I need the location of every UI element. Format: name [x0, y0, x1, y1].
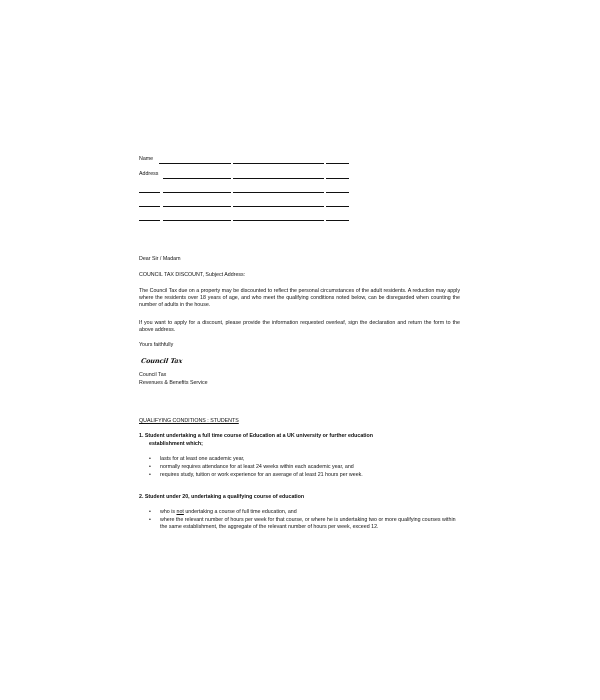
address-line-2b — [163, 192, 231, 193]
address-line-1c — [326, 178, 349, 179]
subject-line: COUNCIL TAX DISCOUNT, Subject Address: — [139, 272, 246, 278]
address-line-1b — [233, 178, 324, 179]
address-line-2a — [139, 192, 160, 193]
bullet-text: requires study, tuition or work experience for an average of at least 21 hours per week. — [160, 472, 363, 478]
address-label: Address — [139, 171, 159, 178]
address-line-3c — [233, 206, 324, 207]
sender-line-2: Revenues & Benefits Service — [139, 380, 208, 386]
bullet-text-post: undertaking a course of full time education, and — [183, 509, 297, 515]
bullet-text: where the relevant number of hours per week for that course, or where he is undertaking two or more qualifying courses within the same establishment, the aggregate of the relevant number of hours per week, exceed 12. — [160, 517, 456, 530]
address-line-1a — [163, 178, 231, 179]
condition-1-line-1: 1. Student undertaking a full time course of Education at a UK university or further education — [139, 433, 373, 439]
name-label: Name — [139, 156, 154, 163]
address-line-4c — [233, 220, 324, 221]
name-line-1 — [159, 163, 231, 164]
address-line-4d — [326, 220, 349, 221]
paragraph-1: The Council Tax due on a property may be discounted to reflect the personal circumstances of the adult residents. A reduction may apply where the residents over 18 years of age, and who meet the qualifying conditions noted below, can be disregarded when counting the number of adults in the house. — [139, 288, 460, 308]
bullet-text: lasts for at least one academic year, — [160, 456, 245, 462]
address-line-4b — [163, 220, 231, 221]
bullet-icon: • — [149, 509, 151, 515]
name-line-3 — [326, 163, 349, 164]
bullet-icon: • — [149, 464, 151, 470]
name-line-2 — [233, 163, 324, 164]
closing: Yours faithfully — [139, 342, 174, 348]
address-line-3a — [139, 206, 160, 207]
name-row — [139, 154, 351, 164]
bullet-text: normally requires attendance for at least 24 weeks within each academic year, and — [160, 464, 354, 470]
address-line-2c — [233, 192, 324, 193]
conditions-heading: QUALIFYING CONDITIONS : STUDENTS — [139, 418, 239, 424]
address-line-2d — [326, 192, 349, 193]
address-row-4 — [139, 211, 351, 221]
bullet-icon: • — [149, 472, 151, 478]
address-line-3b — [163, 206, 231, 207]
address-line-4a — [139, 220, 160, 221]
condition-2-line-1: 2. Student under 20, undertaking a qualifying course of education — [139, 494, 305, 500]
address-row-1 — [139, 169, 351, 179]
address-line-3d — [326, 206, 349, 207]
address-row-2 — [139, 183, 351, 193]
paragraph-2: If you want to apply for a discount, please provide the information requested overleaf, sign the declaration and return the form to the above address. — [139, 320, 460, 333]
salutation: Dear Sir / Madam — [139, 256, 181, 262]
bullet-text — [160, 509, 297, 516]
bullet-text-pre: who is — [160, 509, 177, 515]
bullet-icon: • — [149, 456, 151, 462]
bullet-text-not: not — [176, 509, 184, 515]
condition-1-line-2: establishment which; — [149, 441, 203, 447]
bullet-icon: • — [149, 517, 151, 523]
signature: Council Tax — [140, 357, 183, 365]
sender-line-1: Council Tax — [139, 372, 167, 378]
address-row-3 — [139, 197, 351, 207]
